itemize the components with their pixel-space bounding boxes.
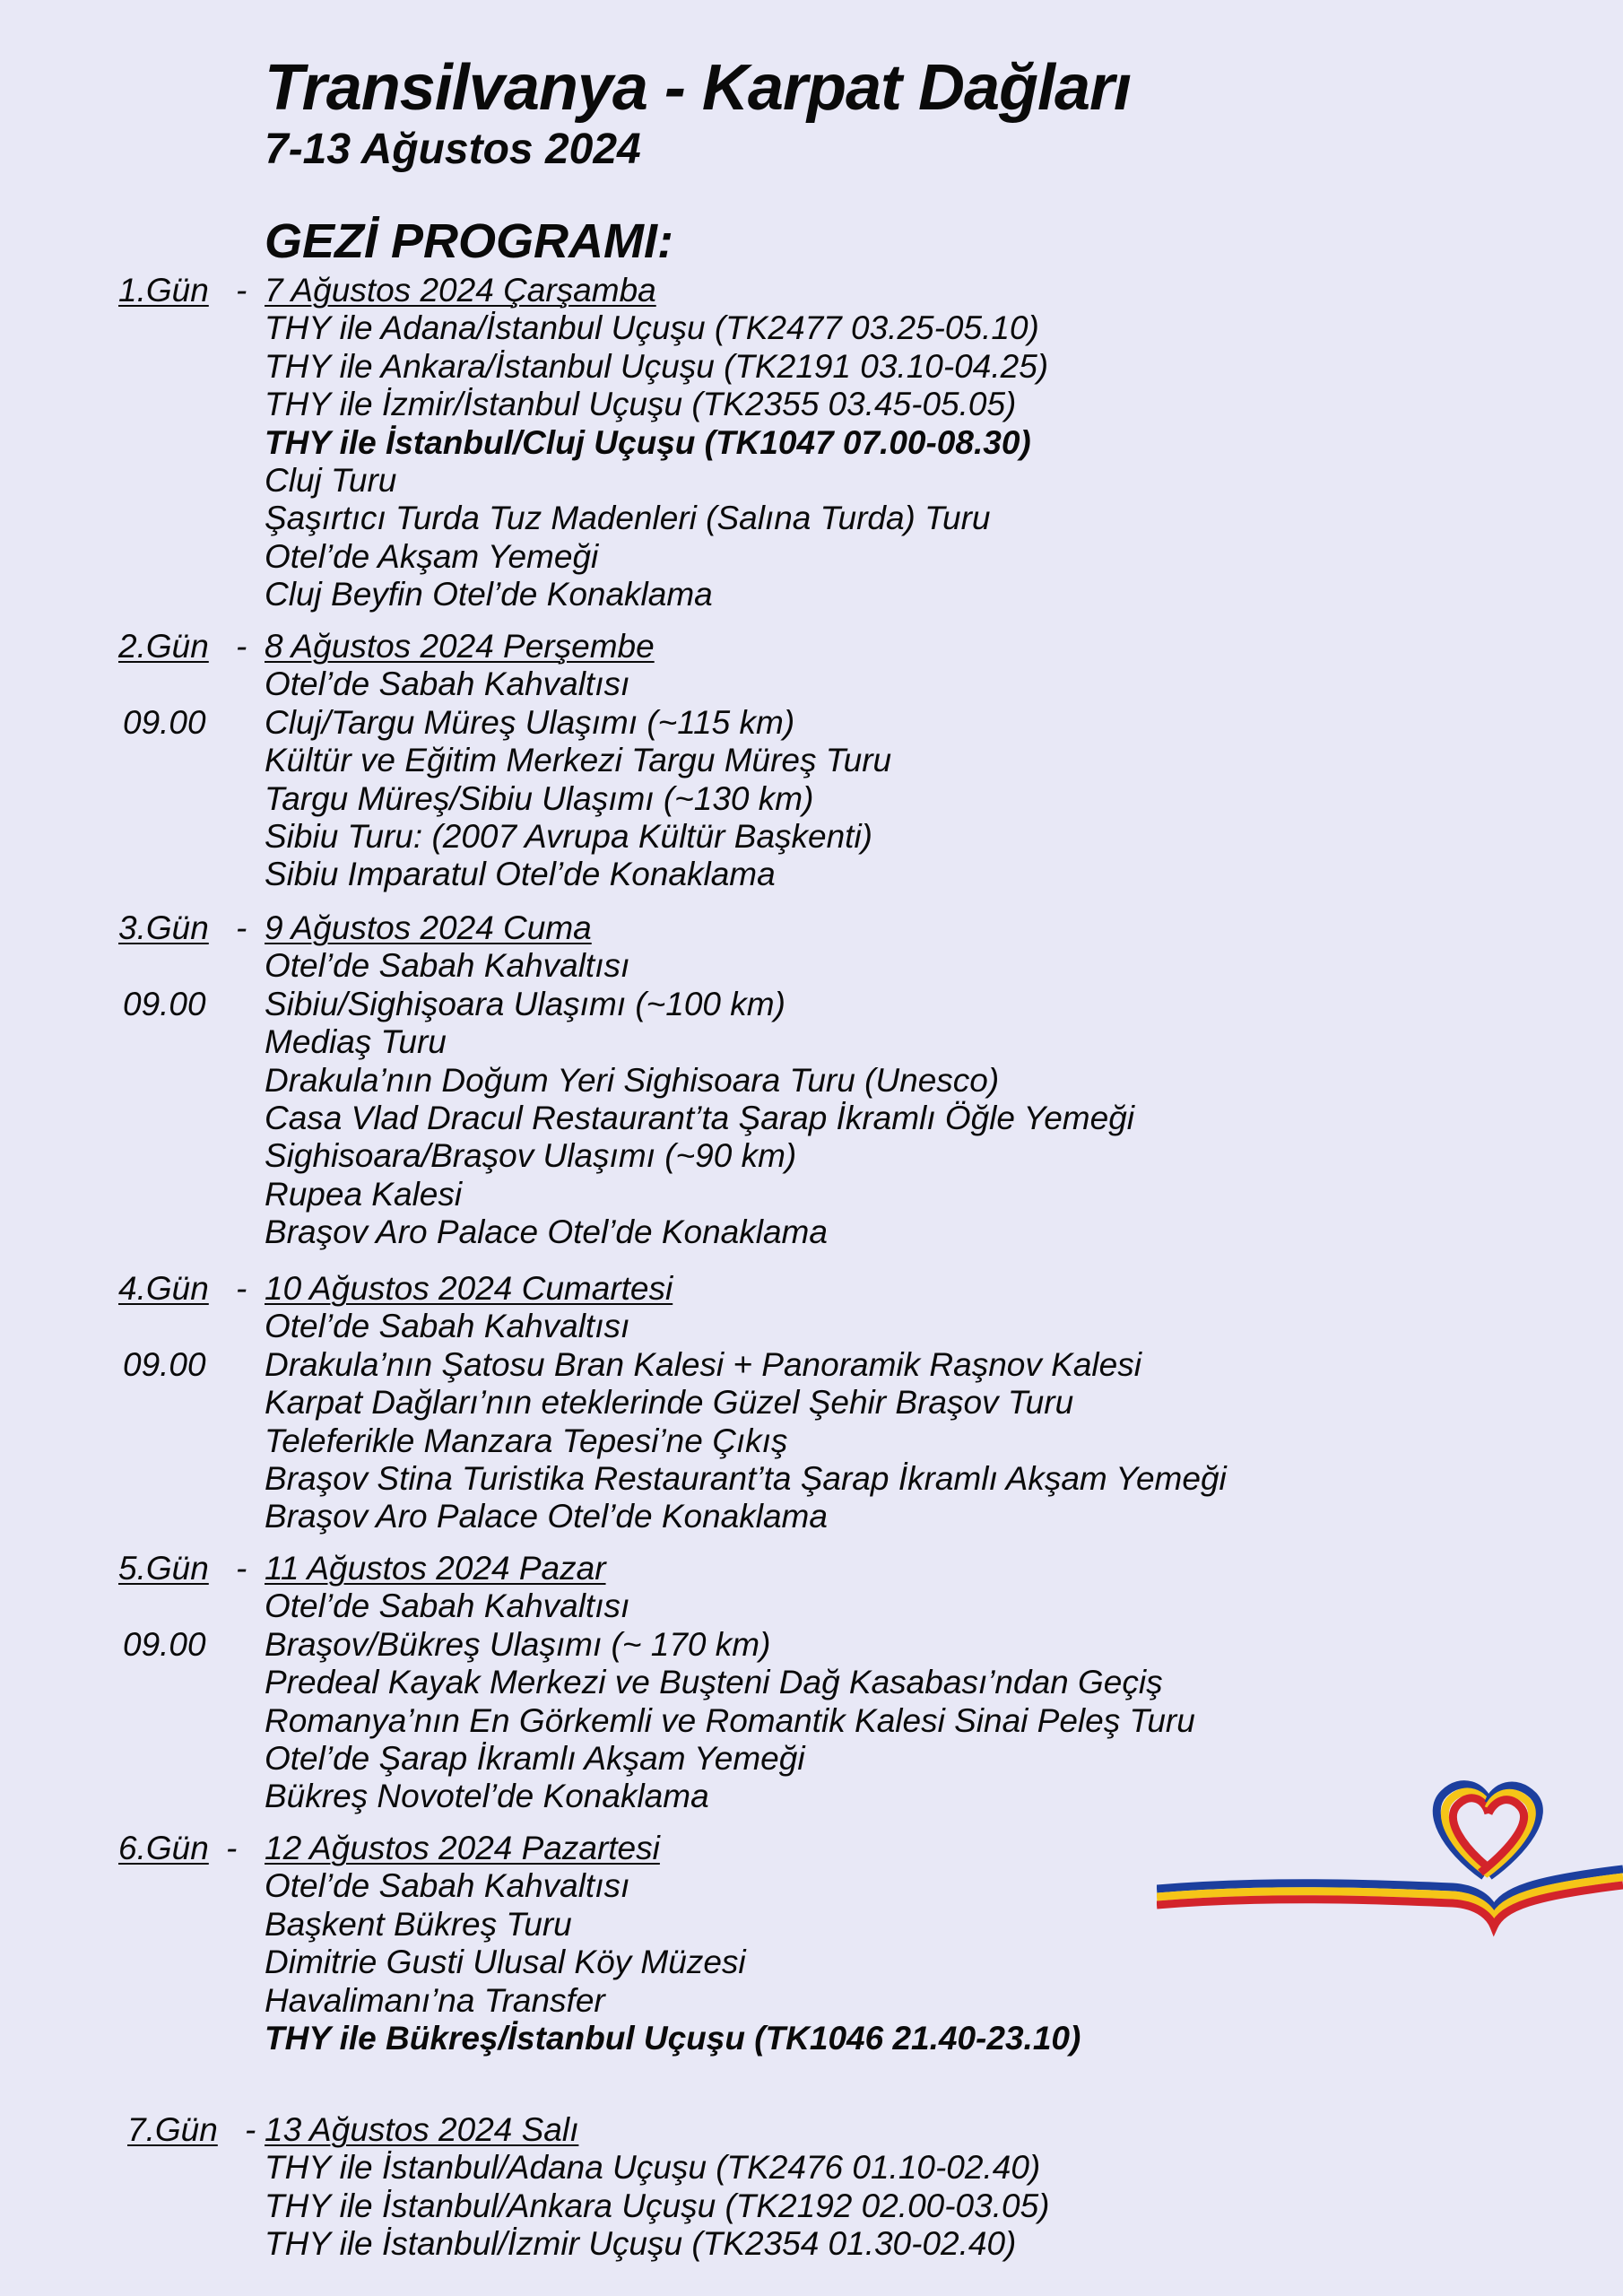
schedule-item: Romanya’nın En Görkemli ve Romantik Kalesi Sinai Peleş Turu bbox=[265, 1702, 1195, 1739]
day-dash: - bbox=[226, 1830, 238, 1866]
schedule-item: Sibiu Turu: (2007 Avrupa Kültür Başkenti) bbox=[265, 818, 872, 855]
day-dash: - bbox=[245, 2111, 256, 2148]
schedule-item: Dimitrie Gusti Ulusal Köy Müzesi bbox=[265, 1944, 746, 1980]
schedule-item: Bükreş Novotel’de Konaklama bbox=[265, 1778, 709, 1814]
day-date: 13 Ağustos 2024 Salı bbox=[265, 2111, 579, 2148]
schedule-item: Otel’de Akşam Yemeği bbox=[265, 538, 599, 575]
day-date: 7 Ağustos 2024 Çarşamba bbox=[265, 272, 656, 309]
day-label: 2.Gün bbox=[118, 628, 209, 665]
schedule-item: Otel’de Sabah Kahvaltısı bbox=[265, 1867, 630, 1904]
day-date: 9 Ağustos 2024 Cuma bbox=[265, 909, 592, 946]
schedule-item: Braşov Stina Turistika Restaurant’ta Şarap İkramlı Akşam Yemeği bbox=[265, 1460, 1227, 1497]
schedule-item: Otel’de Sabah Kahvaltısı bbox=[265, 665, 630, 702]
schedule-item: THY ile Bükreş/İstanbul Uçuşu (TK1046 21.40-23.10) bbox=[265, 2020, 1081, 2057]
schedule-item: THY ile İstanbul/İzmir Uçuşu (TK2354 01.30-02.40) bbox=[265, 2225, 1017, 2262]
schedule-item: Drakula’nın Şatosu Bran Kalesi + Panoramik Raşnov Kalesi bbox=[265, 1346, 1141, 1383]
schedule-item: Mediaş Turu bbox=[265, 1023, 447, 1060]
day-dash: - bbox=[236, 1270, 247, 1307]
schedule-item: THY ile İstanbul/Adana Uçuşu (TK2476 01.10-02.40) bbox=[265, 2149, 1041, 2186]
schedule-item: THY ile Ankara/İstanbul Uçuşu (TK2191 03.10-04.25) bbox=[265, 348, 1049, 385]
day-dash: - bbox=[236, 1550, 247, 1587]
schedule-item: Drakula’nın Doğum Yeri Sighisoara Turu (Unesco) bbox=[265, 1062, 1000, 1099]
day-label: 3.Gün bbox=[118, 909, 209, 946]
schedule-item: Sibiu/Sighişoara Ulaşımı (~100 km) bbox=[265, 986, 785, 1022]
schedule-item: Braşov Aro Palace Otel’de Konaklama bbox=[265, 1213, 828, 1250]
program-heading: GEZİ PROGRAMI: bbox=[265, 214, 673, 268]
item-time: 09.00 bbox=[123, 1346, 206, 1383]
schedule-item: Cluj Turu bbox=[265, 462, 397, 499]
schedule-item: Başkent Bükreş Turu bbox=[265, 1906, 572, 1943]
schedule-item: Cluj Beyfin Otel’de Konaklama bbox=[265, 576, 713, 613]
item-time: 09.00 bbox=[123, 1626, 206, 1663]
schedule-item: Havalimanı’na Transfer bbox=[265, 1982, 605, 2019]
day-label: 7.Gün bbox=[127, 2111, 218, 2148]
trip-dates: 7-13 Ağustos 2024 bbox=[265, 126, 641, 173]
schedule-item: Cluj/Targu Müreş Ulaşımı (~115 km) bbox=[265, 704, 795, 741]
schedule-item: Braşov Aro Palace Otel’de Konaklama bbox=[265, 1498, 828, 1535]
schedule-item: THY ile İzmir/İstanbul Uçuşu (TK2355 03.45-05.05) bbox=[265, 386, 1017, 422]
schedule-item: Otel’de Sabah Kahvaltısı bbox=[265, 947, 630, 984]
schedule-item: Rupea Kalesi bbox=[265, 1176, 463, 1213]
schedule-item: Teleferikle Manzara Tepesi’ne Çıkış bbox=[265, 1422, 788, 1459]
item-time: 09.00 bbox=[123, 986, 206, 1022]
schedule-item: THY ile Adana/İstanbul Uçuşu (TK2477 03.25-05.10) bbox=[265, 309, 1039, 346]
schedule-item: Şaşırtıcı Turda Tuz Madenleri (Salına Turda) Turu bbox=[265, 500, 991, 536]
schedule-item: Braşov/Bükreş Ulaşımı (~ 170 km) bbox=[265, 1626, 771, 1663]
day-date: 8 Ağustos 2024 Perşembe bbox=[265, 628, 655, 665]
schedule-item: Sibiu Imparatul Otel’de Konaklama bbox=[265, 856, 776, 892]
schedule-item: Targu Müreş/Sibiu Ulaşımı (~130 km) bbox=[265, 780, 814, 817]
day-date: 11 Ağustos 2024 Pazar bbox=[265, 1550, 606, 1587]
item-time: 09.00 bbox=[123, 704, 206, 741]
day-dash: - bbox=[236, 909, 247, 946]
day-label: 5.Gün bbox=[118, 1550, 209, 1587]
schedule-item: Sighisoara/Braşov Ulaşımı (~90 km) bbox=[265, 1137, 797, 1174]
schedule-item: Otel’de Şarap İkramlı Akşam Yemeği bbox=[265, 1740, 805, 1777]
schedule-item: Predeal Kayak Merkezi ve Buşteni Dağ Kasabası’ndan Geçiş bbox=[265, 1664, 1163, 1700]
schedule-item: Kültür ve Eğitim Merkezi Targu Müreş Turu bbox=[265, 742, 892, 778]
day-dash: - bbox=[236, 628, 247, 665]
day-label: 6.Gün bbox=[118, 1830, 209, 1866]
schedule-item: Casa Vlad Dracul Restaurant’ta Şarap İkramlı Öğle Yemeği bbox=[265, 1100, 1135, 1136]
schedule-item: Karpat Dağları’nın eteklerinde Güzel Şehir Braşov Turu bbox=[265, 1384, 1074, 1421]
schedule-item: THY ile İstanbul/Cluj Uçuşu (TK1047 07.00-08.30) bbox=[265, 424, 1031, 461]
schedule-item: Otel’de Sabah Kahvaltısı bbox=[265, 1587, 630, 1624]
day-label: 1.Gün bbox=[118, 272, 209, 309]
day-label: 4.Gün bbox=[118, 1270, 209, 1307]
day-date: 10 Ağustos 2024 Cumartesi bbox=[265, 1270, 673, 1307]
schedule-item: Otel’de Sabah Kahvaltısı bbox=[265, 1308, 630, 1344]
schedule-item: THY ile İstanbul/Ankara Uçuşu (TK2192 02.00-03.05) bbox=[265, 2187, 1050, 2224]
day-dash: - bbox=[236, 272, 247, 309]
romania-flag-heart-ribbon-icon bbox=[1157, 1776, 1623, 1937]
day-date: 12 Ağustos 2024 Pazartesi bbox=[265, 1830, 660, 1866]
page-title: Transilvanya - Karpat Dağları bbox=[265, 52, 1132, 124]
